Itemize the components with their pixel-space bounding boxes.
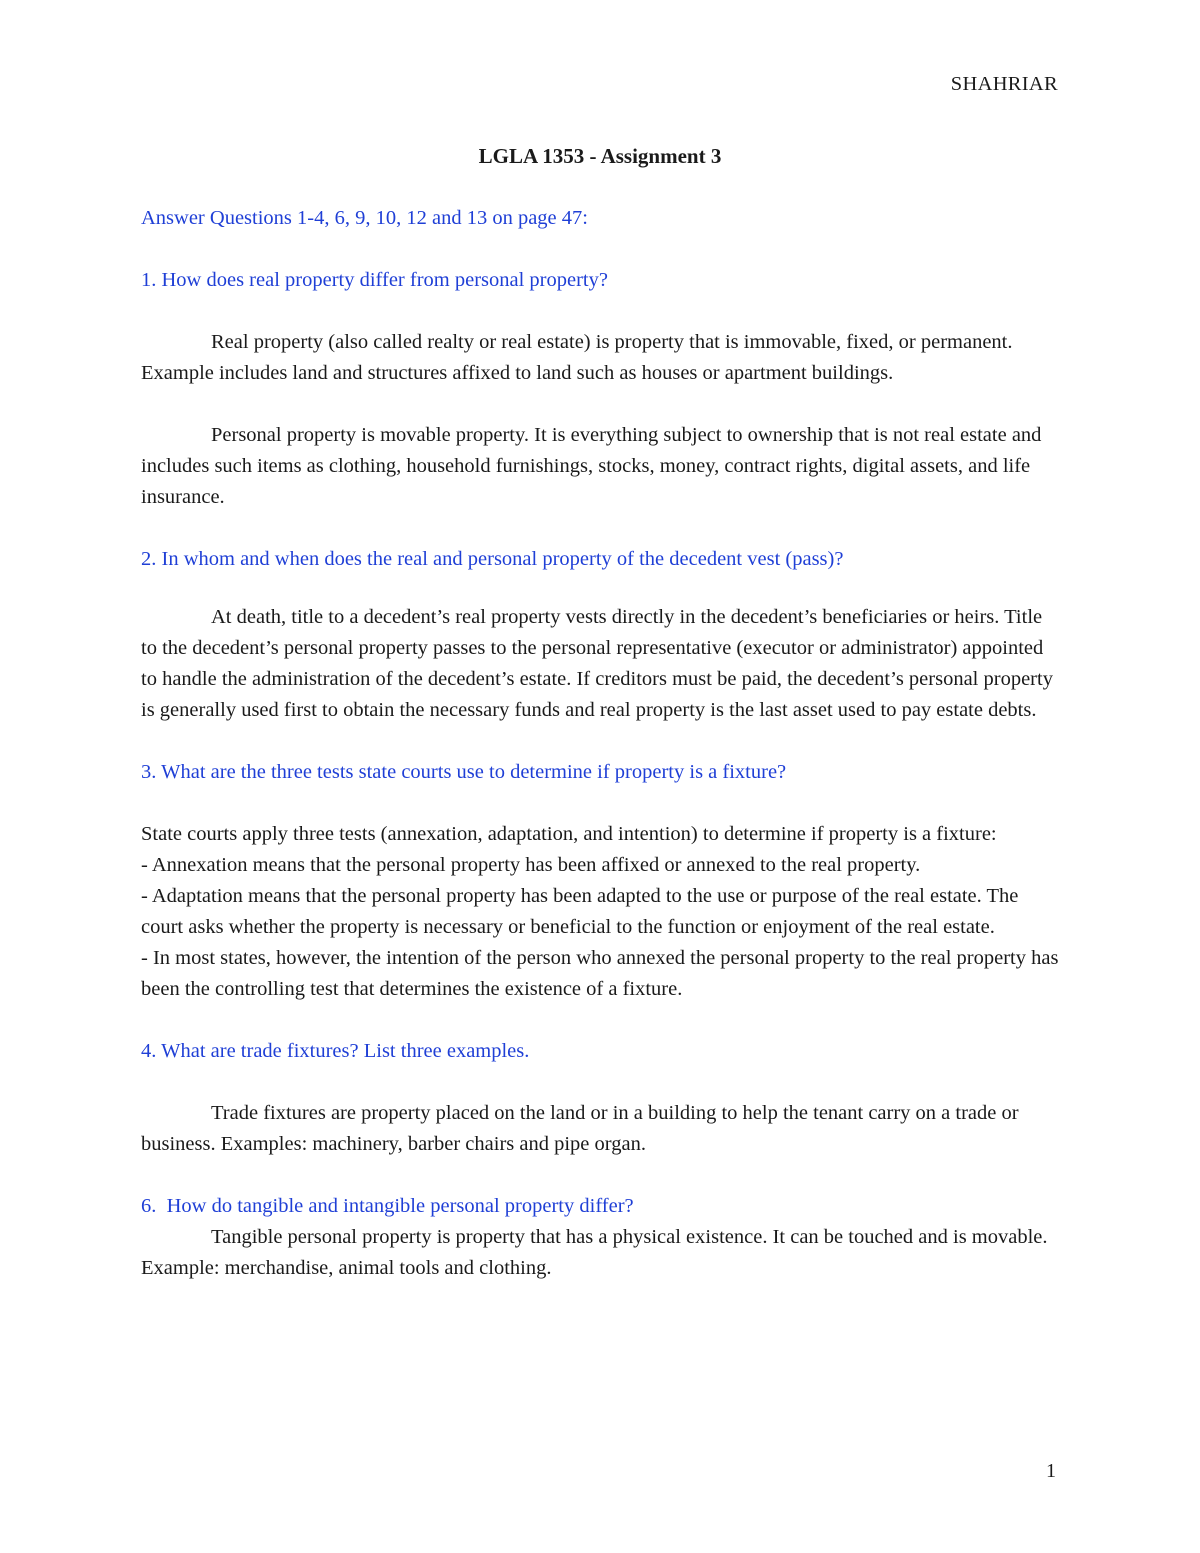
answer-1-paragraph-1: Real property (also called realty or real estate) is property that is immovable, fixed, or permanent. Example includes land and structures affixed to land such as houses or apartment buildings. xyxy=(141,331,1013,384)
header-author-name: SHAHRIAR xyxy=(950,73,1058,95)
document-body xyxy=(141,203,1061,1284)
question-2: 2. In whom and when does the real and personal property of the decedent vest (pass)? xyxy=(141,548,844,570)
answer-3-bullet-intention: - In most states, however, the intention of the person who annexed the personal property to the real property has been the controlling test that determines the existence of a fixture. xyxy=(141,947,1059,1000)
question-3: 3. What are the three tests state courts use to determine if property is a fixture? xyxy=(141,761,787,783)
answer-4-paragraph-1: Trade fixtures are property placed on the land or in a building to help the tenant carry on a trade or business. Examples: machinery, barber chairs and pipe organ. xyxy=(141,1102,1019,1155)
instructions: Answer Questions 1-4, 6, 9, 10, 12 and 13 on page 47: xyxy=(141,207,588,229)
answer-6-paragraph-1: Tangible personal property is property that has a physical existence. It can be touched and is movable. Example: merchandise, animal tools and clothing. xyxy=(141,1226,1048,1279)
page-number: 1 xyxy=(1046,1460,1056,1482)
document-title: LGLA 1353 - Assignment 3 xyxy=(478,144,722,168)
question-1: 1. How does real property differ from personal property? xyxy=(141,269,608,291)
question-6: 6. How do tangible and intangible personal property differ? xyxy=(141,1195,634,1217)
answer-3-bullet-annexation: - Annexation means that the personal property has been affixed or annexed to the real property. xyxy=(141,854,921,876)
answer-3-intro: State courts apply three tests (annexation, adaptation, and intention) to determine if property is a fixture: xyxy=(141,823,997,845)
answer-2-paragraph-1: At death, title to a decedent’s real property vests directly in the decedent’s beneficiaries or heirs. Title to the decedent’s personal property passes to the personal representative (executor or administrator) appointed to handle the administration of the decedent’s estate. If creditors must be paid, the decedent’s personal property is generally used first to obtain the necessary funds and real property is the last asset used to pay estate debts. xyxy=(141,606,1053,721)
answer-3-bullet-adaptation: - Adaptation means that the personal property has been adapted to the use or purpose of the real estate. The court asks whether the property is necessary or beneficial to the function or enjoyment of the real estate. xyxy=(141,885,1019,938)
question-4: 4. What are trade fixtures? List three examples. xyxy=(141,1040,530,1062)
answer-1-paragraph-2: Personal property is movable property. It is everything subject to ownership that is not real estate and includes such items as clothing, household furnishings, stocks, money, contract rights, digital assets, and life insurance. xyxy=(141,424,1042,508)
